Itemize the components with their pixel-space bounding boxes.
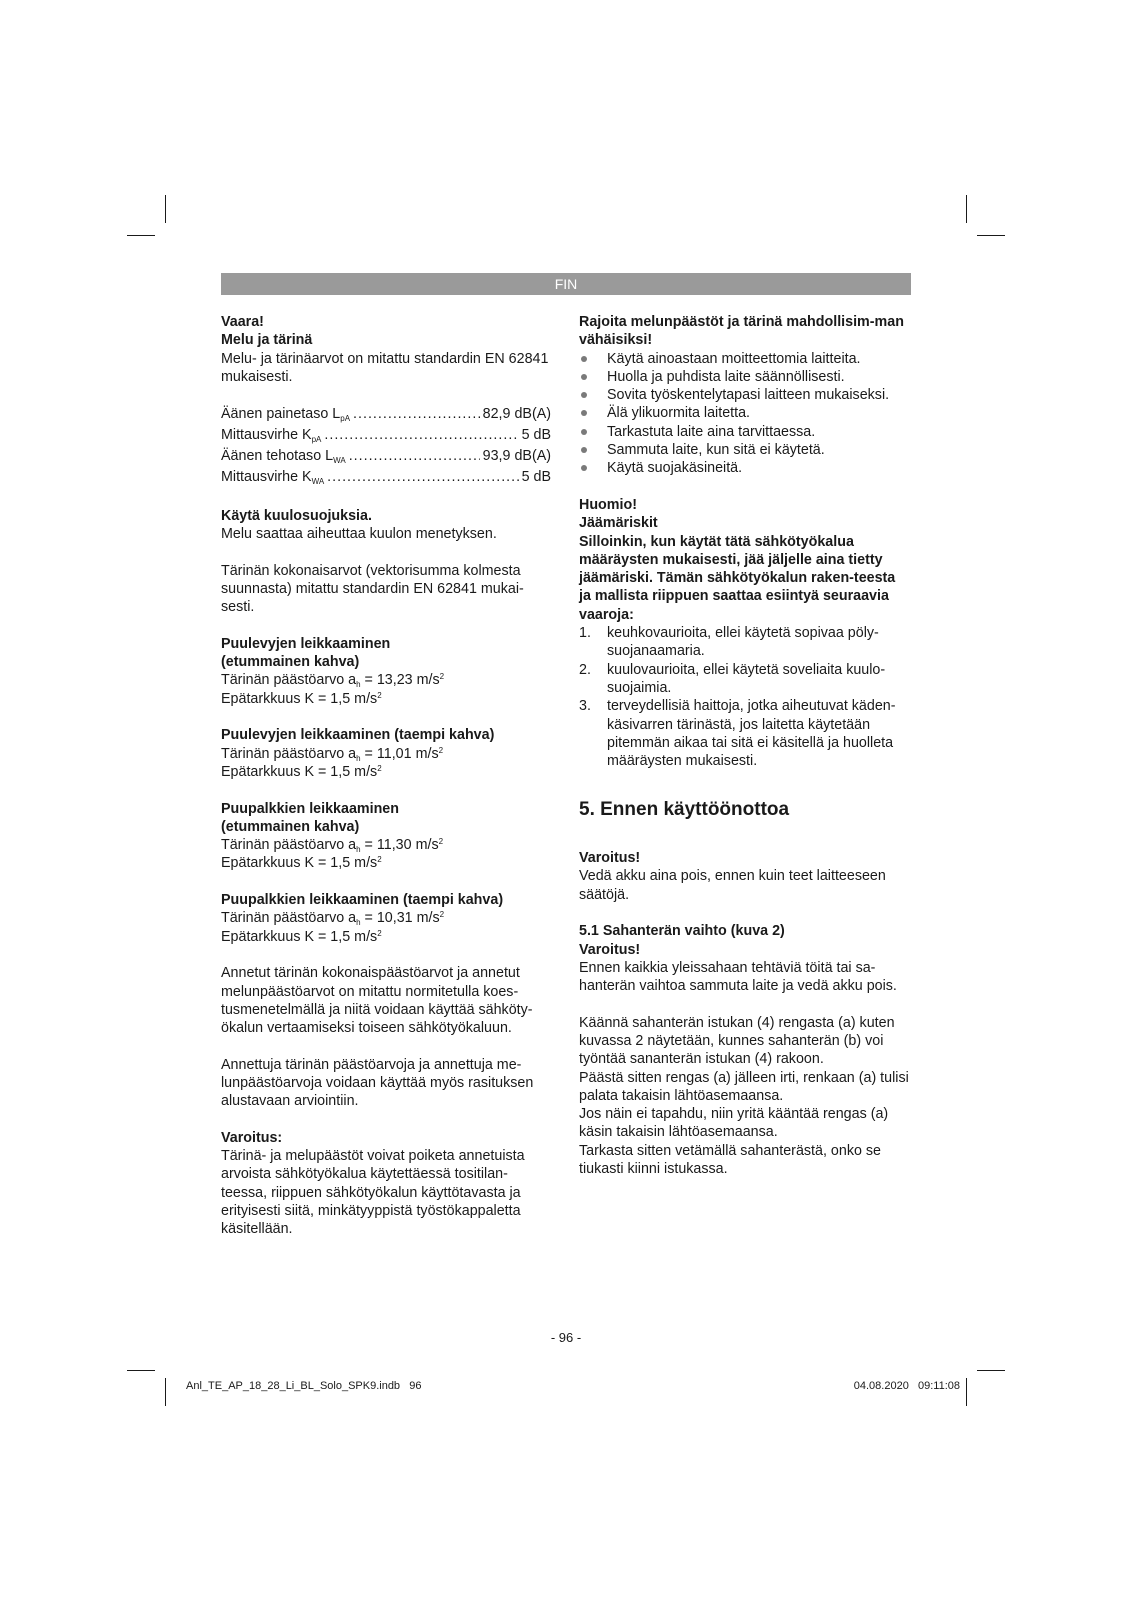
left-column — [221, 313, 551, 1239]
noise-intro: Melu- ja tärinäarvot on mitattu standardin EN 62841 mukaisesti. — [221, 350, 549, 385]
spec-row — [221, 467, 551, 488]
list-item: Tarkastuta laite aina tarvittaessa. — [579, 423, 911, 441]
measurement-subtitle: (etummainen kahva) — [221, 818, 360, 835]
crop-mark — [127, 1370, 155, 1371]
footer-timestamp: 04.08.2020 09:11:08 — [853, 1380, 960, 1392]
emission-value: Tärinän päästöarvo $a_h = 10,31$ $m/s^2$ — [221, 910, 445, 928]
measurement-block — [221, 891, 551, 946]
instruction-text: Tarkasta sitten vetämällä sahanterästä, onko se tiukasti kiinni istukassa. — [579, 1142, 881, 1178]
hearing-protection-text: Melu saattaa aiheuttaa kuulon menetyksen. — [221, 526, 497, 543]
noise-vibration-title: Melu ja tärinä — [221, 332, 313, 349]
residual-risks-text: Silloinkin, kun käytät tätä sähkötyökalua määräysten mukaisesti, jää jäljelle aina tietty jäämäriski. Tämän sähkötyökalun raken-teesta ja mallista riippuen saattaa esiintyä seuraavia vaaroja: — [579, 533, 896, 623]
crop-mark — [966, 1378, 967, 1406]
list-item: 2. kuulovaurioita, ellei käytetä soveliaita kuulo-suojaimia. — [579, 661, 886, 696]
list-item: Käytä ainoastaan moitteettomia laitteita. — [579, 350, 911, 368]
emission-value: Tärinän päästöarvo $a_h = 13,23$ $m/s^2$ — [221, 672, 445, 690]
instruction-text: Päästä sitten rengas (a) jälleen irti, renkaan (a) tulisi palata takaisin lähtöasemaansa. — [579, 1069, 909, 1104]
measurement-block — [221, 726, 551, 781]
paragraph: Annettuja tärinän päästöarvoja ja annettuja me-lunpäästöarvoja voidaan käyttää myös rasituksen alustavaan arviointiin. — [221, 1056, 534, 1110]
spec-row — [221, 425, 551, 446]
vibration-intro: Tärinän kokonaisarvot (vektorisumma kolmesta suunnasta) mitattu standardin EN 62841 mukai-sesti. — [221, 562, 524, 616]
measurement-block — [221, 635, 551, 708]
uncertainty-value: Epätarkkuus K = 1,5 $m/s^2$ — [221, 855, 382, 872]
danger-title: Vaara! — [221, 314, 264, 330]
crop-mark — [165, 195, 166, 223]
measurement-title: Puulevyjen leikkaaminen (taempi kahva) — [221, 727, 495, 744]
warning-text: Vedä akku aina pois, ennen kuin teet laitteeseen säätöjä. — [579, 868, 886, 903]
limit-emissions-title: Rajoita melunpäästöt ja tärinä mahdollisim-man vähäisiksi! — [579, 314, 904, 349]
warning-text: Ennen kaikkia yleissahaan tehtäviä töitä tai sa-hanterän vaihtoa sammuta laite ja vedä akku pois. — [579, 959, 897, 995]
spec-value: 93,9 dB(A) — [482, 448, 551, 465]
warning-title: Varoitus: — [221, 1129, 283, 1146]
measurement-subtitle: (etummainen kahva) — [221, 654, 360, 671]
spec-row — [221, 404, 551, 425]
measurement-title: Puupalkkien leikkaaminen (taempi kahva) — [221, 892, 504, 909]
spec-label: Äänen painetaso $L_{pA}$ — [221, 406, 351, 424]
warning-title: Varoitus! — [579, 941, 641, 958]
uncertainty-value: Epätarkkuus K = 1,5 $m/s^2$ — [221, 690, 382, 707]
section-heading: 5. Ennen käyttöönottoa — [579, 798, 790, 820]
crop-mark — [165, 1378, 166, 1406]
hearing-protection-title: Käytä kuulosuojuksia. — [221, 507, 372, 524]
subsection-heading: 5.1 Sahanterän vaihto (kuva 2) — [579, 923, 785, 940]
risk-list — [579, 624, 911, 770]
right-column — [579, 313, 911, 1178]
spec-value: 5 dB — [521, 469, 551, 486]
warning-text: Tärinä- ja melupäästöt voivat poiketa annetuista arvoista sähkötyökalua käytettäessä tositilan-teessa, riippuen sähkötyökalun käyttötavasta ja erityisesti siitä, minkätyyppistä työstökappaletta käsitellään. — [221, 1148, 525, 1238]
noise-spec-list — [221, 404, 551, 488]
list-item: Sovita työskentelytapasi laitteen mukaiseksi. — [579, 386, 911, 404]
list-item: Sammuta laite, kun sitä ei käytetä. — [579, 441, 911, 459]
spec-label: Mittausvirhe $K_{pA}$ — [221, 427, 322, 445]
footer-file-name: Anl_TE_AP_18_28_Li_BL_Solo_SPK9.indb 96 — [186, 1380, 422, 1392]
crop-mark — [127, 235, 155, 236]
spec-value: 82,9 dB(A) — [482, 406, 551, 423]
measurement-title: Puupalkkien leikkaaminen — [221, 800, 399, 817]
instruction-text: Käännä sahanterän istukan (4) rengasta (a) kuten kuvassa 2 näytetään, kunnes sahanterän (b) voi työntää sananterän istukan (4) rakoon. — [579, 1014, 895, 1068]
emission-value: Tärinän päästöarvo $a_h = 11,01$ $m/s^2$ — [221, 745, 444, 763]
emission-value: Tärinän päästöarvo $a_h = 11,30$ $m/s^2$ — [221, 837, 444, 855]
instruction-text: Jos näin ei tapahdu, niin yritä kääntää rengas (a) käsin takaisin lähtöasemaansa. — [579, 1106, 889, 1141]
list-item: Käytä suojakäsineitä. — [579, 459, 911, 477]
attention-title: Huomio! — [579, 496, 637, 513]
uncertainty-value: Epätarkkuus K = 1,5 $m/s^2$ — [221, 928, 382, 945]
spec-row — [221, 446, 551, 467]
measurement-title: Puulevyjen leikkaaminen — [221, 635, 391, 652]
bullet-list — [579, 350, 911, 478]
residual-risks-title: Jäämäriskit — [579, 515, 658, 532]
crop-mark — [977, 1370, 1005, 1371]
measurement-block — [221, 800, 551, 873]
page-number: - 96 - — [550, 1330, 582, 1345]
list-item: 3. terveydellisiä haittoja, jotka aiheutuvat käden-käsivarren tärinästä, jos laitetta käytetään pitemmän aikaa tai sitä ei käsitellä ja huolleta määräysten mukaisesti. — [579, 698, 896, 770]
spec-value: 5 dB — [521, 427, 551, 444]
crop-mark — [977, 235, 1005, 236]
spec-label: Mittausvirhe $K_{WA}$ — [221, 469, 325, 487]
list-item: Älä ylikuormita laitetta. — [579, 404, 911, 422]
warning-title: Varoitus! — [579, 850, 641, 867]
spec-label: Äänen tehotaso $L_{WA}$ — [221, 448, 346, 466]
crop-mark — [966, 195, 967, 223]
paragraph: Annetut tärinän kokonaispäästöarvot ja annetut melunpäästöarvot on mitattu normitetulla koes-tusmenetelmällä ja niitä voidaan käyttää sähköty-ökalun vertaamiseksi toiseen sähkötyökaluun. — [221, 965, 533, 1037]
list-item: 1. keuhkovaurioita, ellei käytetä sopivaa pöly-suojanaamaria. — [579, 625, 879, 660]
list-item: Huolla ja puhdista laite säännöllisesti. — [579, 368, 911, 386]
uncertainty-value: Epätarkkuus K = 1,5 $m/s^2$ — [221, 763, 382, 780]
language-header: FIN — [221, 273, 911, 295]
